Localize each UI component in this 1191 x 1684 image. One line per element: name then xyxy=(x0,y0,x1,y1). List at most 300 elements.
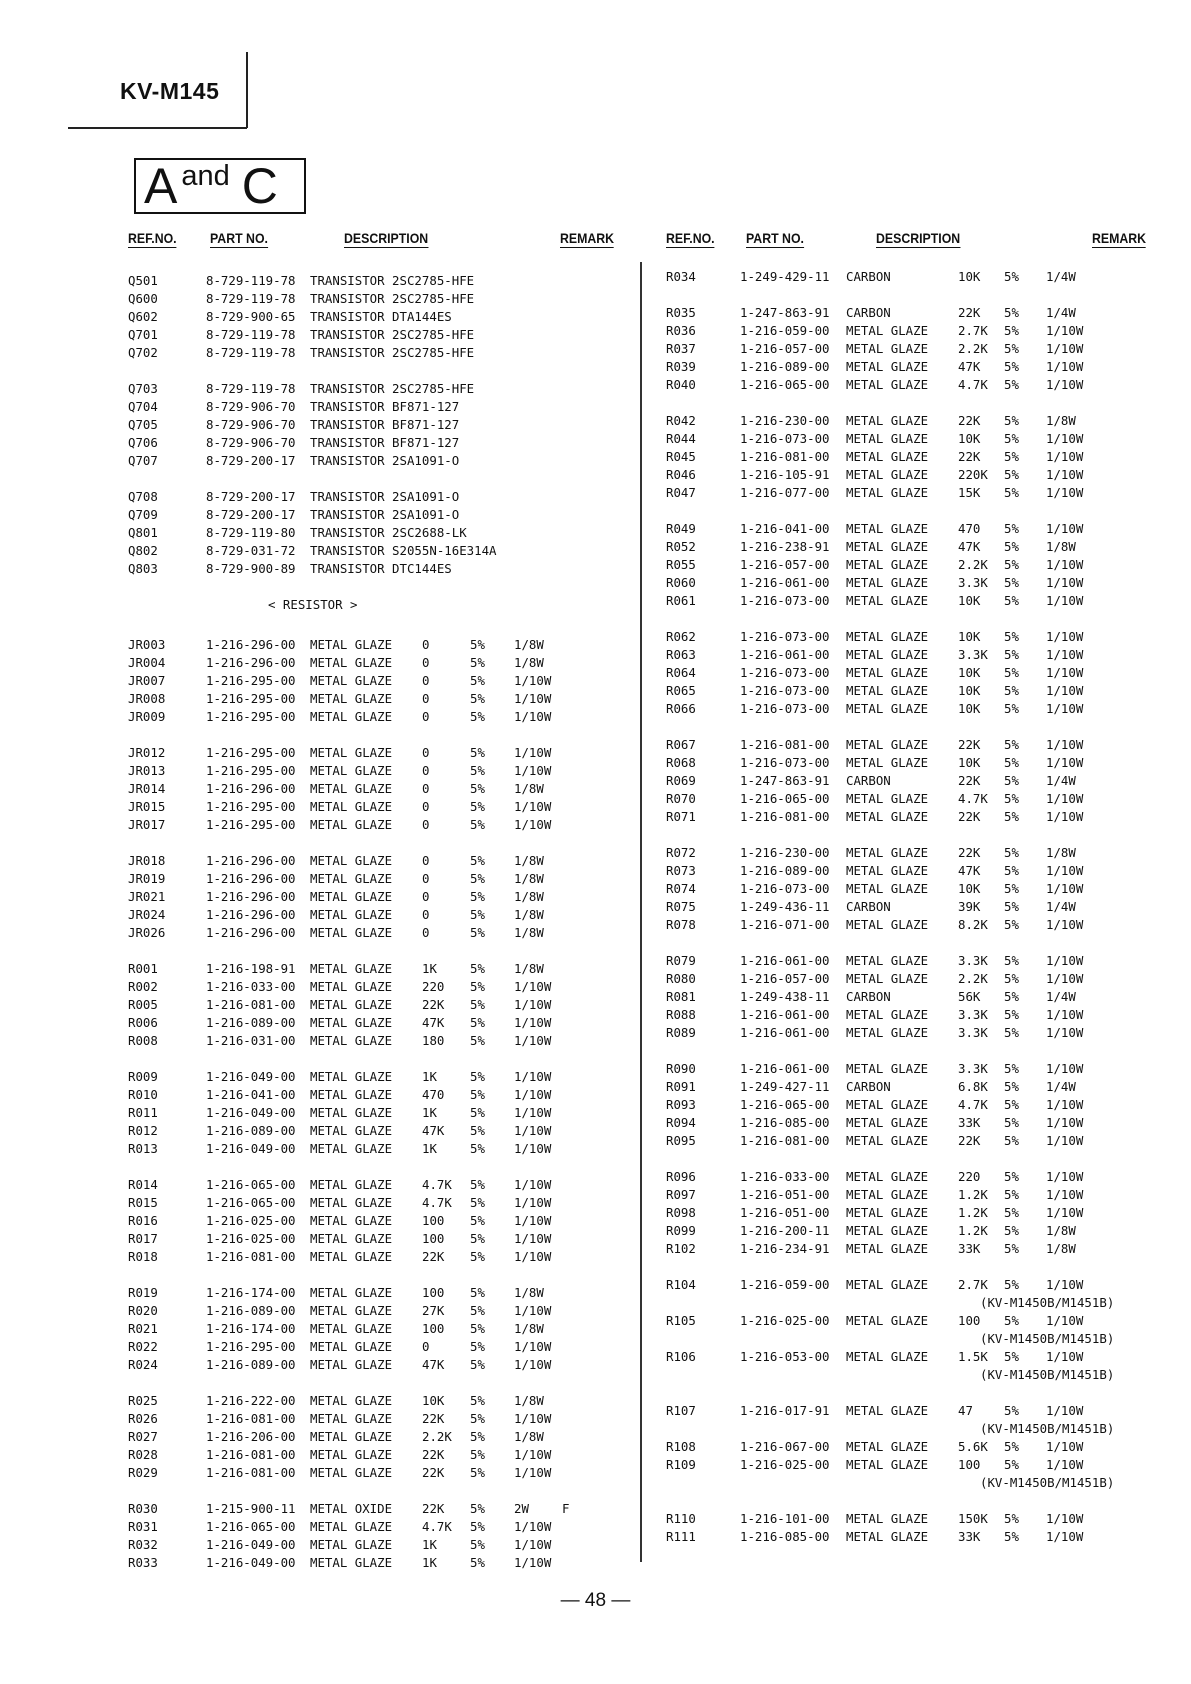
parts-group xyxy=(128,272,618,362)
parts-row xyxy=(658,664,1148,682)
parts-row xyxy=(658,1186,1148,1204)
cell-value: 0 xyxy=(422,871,430,886)
cell-part: 8-729-119-78 xyxy=(206,291,296,306)
cell-value: 6.8K xyxy=(958,1079,988,1094)
cell-ref: Q602 xyxy=(128,309,158,324)
cell-part: 8-729-119-78 xyxy=(206,381,296,396)
cell-desc: TRANSISTOR BF871-127 xyxy=(310,435,460,450)
cell-value: 470 xyxy=(422,1087,445,1102)
cell-ref: R073 xyxy=(666,863,696,878)
cell-desc: METAL GLAZE xyxy=(310,637,393,652)
cell-tol: 5% xyxy=(1004,791,1019,806)
cell-ref: JR019 xyxy=(128,871,166,886)
cell-watt: 1/10W xyxy=(1046,629,1084,644)
parts-column-left xyxy=(128,230,618,1590)
cell-ref: R040 xyxy=(666,377,696,392)
cell-ref: R026 xyxy=(128,1411,158,1426)
parts-row xyxy=(658,322,1148,340)
cell-tol: 5% xyxy=(1004,539,1019,554)
parts-group xyxy=(658,628,1148,718)
cell-ref: R013 xyxy=(128,1141,158,1156)
cell-watt: 1/10W xyxy=(1046,1169,1084,1184)
cell-tol: 5% xyxy=(1004,773,1019,788)
model-note-row xyxy=(658,1294,1148,1312)
parts-row xyxy=(658,1096,1148,1114)
cell-desc: METAL GLAZE xyxy=(846,1241,929,1256)
cell-value: 10K xyxy=(422,1393,445,1408)
parts-row xyxy=(128,1536,618,1554)
parts-row xyxy=(128,1068,618,1086)
cell-value: 33K xyxy=(958,1529,981,1544)
cell-tol: 5% xyxy=(1004,647,1019,662)
cell-desc: TRANSISTOR BF871-127 xyxy=(310,417,460,432)
cell-ref: R093 xyxy=(666,1097,696,1112)
cell-value: 180 xyxy=(422,1033,445,1048)
cell-part: 1-216-296-00 xyxy=(206,871,296,886)
cell-ref: R110 xyxy=(666,1511,696,1526)
cell-tol: 5% xyxy=(1004,557,1019,572)
parts-row xyxy=(128,434,618,452)
cell-desc: METAL GLAZE xyxy=(310,1555,393,1570)
cell-part: 1-216-065-00 xyxy=(206,1177,296,1192)
cell-ref: R024 xyxy=(128,1357,158,1372)
parts-group xyxy=(128,1068,618,1158)
parts-group xyxy=(128,1176,618,1266)
cell-tol: 5% xyxy=(1004,341,1019,356)
cell-tol: 5% xyxy=(1004,359,1019,374)
cell-ref: Q705 xyxy=(128,417,158,432)
parts-group xyxy=(658,1510,1148,1546)
cell-desc: METAL GLAZE xyxy=(846,881,929,896)
cell-value: 0 xyxy=(422,691,430,706)
cell-watt: 1/10W xyxy=(1046,1511,1084,1526)
cell-part: 1-216-059-00 xyxy=(740,1277,830,1292)
parts-row xyxy=(128,416,618,434)
cell-ref: R047 xyxy=(666,485,696,500)
cell-ref: Q707 xyxy=(128,453,158,468)
cell-desc: METAL GLAZE xyxy=(846,1439,929,1454)
cell-ref: R062 xyxy=(666,629,696,644)
cell-watt: 1/10W xyxy=(514,1465,552,1480)
cell-part: 1-216-234-91 xyxy=(740,1241,830,1256)
parts-row xyxy=(658,628,1148,646)
parts-row xyxy=(128,1104,618,1122)
cell-ref: R025 xyxy=(128,1393,158,1408)
cell-value: 3.3K xyxy=(958,953,988,968)
cell-ref: JR024 xyxy=(128,907,166,922)
cell-ref: R006 xyxy=(128,1015,158,1030)
cell-tol: 5% xyxy=(470,709,485,724)
cell-part: 1-216-296-00 xyxy=(206,907,296,922)
cell-part: 1-216-025-00 xyxy=(740,1457,830,1472)
cell-watt: 1/8W xyxy=(514,655,544,670)
parts-row xyxy=(658,844,1148,862)
cell-ref: Q801 xyxy=(128,525,158,540)
cell-desc: METAL GLAZE xyxy=(846,953,929,968)
cell-tol: 5% xyxy=(470,1015,485,1030)
cell-desc: METAL GLAZE xyxy=(310,1069,393,1084)
cell-desc: METAL GLAZE xyxy=(310,1231,393,1246)
cell-tol: 5% xyxy=(1004,899,1019,914)
cell-tol: 5% xyxy=(470,1411,485,1426)
cell-value: 39K xyxy=(958,899,981,914)
section-title-c: C xyxy=(241,158,278,214)
cell-watt: 1/10W xyxy=(514,1141,552,1156)
parts-group xyxy=(658,1060,1148,1150)
cell-watt: 1/10W xyxy=(514,691,552,706)
cell-desc: CARBON xyxy=(846,773,891,788)
cell-watt: 1/10W xyxy=(514,1231,552,1246)
cell-ref: R091 xyxy=(666,1079,696,1094)
resistor-subheading xyxy=(128,596,618,614)
cell-value: 0 xyxy=(422,853,430,868)
cell-tol: 5% xyxy=(1004,377,1019,392)
cell-part: 1-216-073-00 xyxy=(740,593,830,608)
header-description: DESCRIPTION xyxy=(876,230,961,246)
parts-row xyxy=(658,790,1148,808)
cell-value: 1K xyxy=(422,1105,437,1120)
parts-row xyxy=(128,488,618,506)
cell-ref: R035 xyxy=(666,305,696,320)
cell-part: 1-216-065-00 xyxy=(740,791,830,806)
cell-value: 1K xyxy=(422,1069,437,1084)
cell-ref: R098 xyxy=(666,1205,696,1220)
parts-row xyxy=(128,1248,618,1266)
cell-value: 22K xyxy=(958,449,981,464)
cell-ref: R090 xyxy=(666,1061,696,1076)
parts-row xyxy=(658,862,1148,880)
cell-ref: JR015 xyxy=(128,799,166,814)
cell-value: 22K xyxy=(422,1501,445,1516)
cell-watt: 1/10W xyxy=(1046,665,1084,680)
cell-ref: R046 xyxy=(666,467,696,482)
cell-value: 0 xyxy=(422,1339,430,1354)
parts-row xyxy=(128,960,618,978)
cell-watt: 1/10W xyxy=(1046,1349,1084,1364)
cell-tol: 5% xyxy=(1004,917,1019,932)
cell-tol: 5% xyxy=(1004,323,1019,338)
parts-row xyxy=(658,898,1148,916)
cell-part: 1-216-296-00 xyxy=(206,925,296,940)
cell-ref: JR014 xyxy=(128,781,166,796)
section-title-and: and xyxy=(181,160,230,192)
cell-watt: 1/10W xyxy=(1046,1187,1084,1202)
cell-value: 100 xyxy=(958,1313,981,1328)
cell-watt: 1/10W xyxy=(514,1339,552,1354)
cell-desc: METAL GLAZE xyxy=(310,1393,393,1408)
cell-ref: R033 xyxy=(128,1555,158,1570)
cell-ref: R044 xyxy=(666,431,696,446)
cell-value: 10K xyxy=(958,665,981,680)
cell-ref: R108 xyxy=(666,1439,696,1454)
cell-watt: 1/8W xyxy=(514,889,544,904)
cell-ref: R066 xyxy=(666,701,696,716)
cell-ref: R037 xyxy=(666,341,696,356)
cell-part: 1-216-073-00 xyxy=(740,629,830,644)
cell-value: 0 xyxy=(422,745,430,760)
cell-ref: R011 xyxy=(128,1105,158,1120)
cell-watt: 1/10W xyxy=(1046,701,1084,716)
cell-part: 1-216-089-00 xyxy=(740,359,830,374)
cell-part: 1-216-295-00 xyxy=(206,763,296,778)
cell-desc: METAL GLAZE xyxy=(846,557,929,572)
cell-desc: METAL GLAZE xyxy=(310,1303,393,1318)
cell-tol: 5% xyxy=(470,763,485,778)
cell-part: 1-216-049-00 xyxy=(206,1069,296,1084)
cell-part: 1-216-073-00 xyxy=(740,701,830,716)
cell-ref: R067 xyxy=(666,737,696,752)
cell-part: 1-216-089-00 xyxy=(206,1015,296,1030)
cell-desc: METAL OXIDE xyxy=(310,1501,393,1516)
cell-ref: R069 xyxy=(666,773,696,788)
cell-tol: 5% xyxy=(1004,971,1019,986)
resistor-list-left xyxy=(128,636,618,1572)
cell-desc: TRANSISTOR 2SA1091-O xyxy=(310,489,460,504)
parts-row xyxy=(658,808,1148,826)
cell-watt: 1/10W xyxy=(1046,1007,1084,1022)
cell-desc: TRANSISTOR 2SC2785-HFE xyxy=(310,327,475,342)
cell-ref: R045 xyxy=(666,449,696,464)
cell-tol: 5% xyxy=(470,889,485,904)
cell-watt: 1/10W xyxy=(1046,485,1084,500)
cell-ref: Q708 xyxy=(128,489,158,504)
cell-part: 1-216-049-00 xyxy=(206,1537,296,1552)
parts-row xyxy=(128,978,618,996)
cell-desc: METAL GLAZE xyxy=(310,1537,393,1552)
cell-desc: METAL GLAZE xyxy=(310,1015,393,1030)
cell-value: 22K xyxy=(422,1447,445,1462)
cell-desc: TRANSISTOR 2SC2785-HFE xyxy=(310,273,475,288)
cell-ref: R012 xyxy=(128,1123,158,1138)
parts-row xyxy=(128,1122,618,1140)
cell-part: 1-216-061-00 xyxy=(740,647,830,662)
model-note: (KV-M1450B/M1451B) xyxy=(980,1421,1115,1436)
cell-tol: 5% xyxy=(1004,413,1019,428)
parts-row xyxy=(658,574,1148,592)
parts-row xyxy=(128,1194,618,1212)
cell-ref: R014 xyxy=(128,1177,158,1192)
cell-watt: 1/10W xyxy=(1046,1439,1084,1454)
cell-value: 10K xyxy=(958,701,981,716)
cell-desc: METAL GLAZE xyxy=(310,1213,393,1228)
page-number: — 48 — xyxy=(560,1590,631,1611)
cell-part: 1-216-174-00 xyxy=(206,1321,296,1336)
cell-part: 1-216-295-00 xyxy=(206,673,296,688)
cell-watt: 1/10W xyxy=(1046,377,1084,392)
cell-desc: TRANSISTOR BF871-127 xyxy=(310,399,460,414)
cell-watt: 1/10W xyxy=(1046,1313,1084,1328)
parts-row xyxy=(128,524,618,542)
cell-value: 47K xyxy=(422,1357,445,1372)
cell-ref: R042 xyxy=(666,413,696,428)
cell-part: 1-216-081-00 xyxy=(740,737,830,752)
cell-tol: 5% xyxy=(1004,1187,1019,1202)
cell-desc: METAL GLAZE xyxy=(846,323,929,338)
header-ref-no: REF.NO. xyxy=(666,230,715,246)
cell-ref: R005 xyxy=(128,997,158,1012)
parts-group xyxy=(658,304,1148,394)
cell-desc: METAL GLAZE xyxy=(310,655,393,670)
cell-part: 8-729-906-70 xyxy=(206,435,296,450)
cell-watt: 1/8W xyxy=(1046,413,1076,428)
cell-part: 1-216-059-00 xyxy=(740,323,830,338)
cell-part: 1-216-025-00 xyxy=(206,1231,296,1246)
cell-watt: 1/10W xyxy=(1046,323,1084,338)
cell-part: 1-216-230-00 xyxy=(740,845,830,860)
cell-ref: JR013 xyxy=(128,763,166,778)
cell-watt: 1/8W xyxy=(514,907,544,922)
cell-tol: 5% xyxy=(1004,1079,1019,1094)
cell-part: 1-216-081-00 xyxy=(740,449,830,464)
cell-watt: 1/10W xyxy=(1046,521,1084,536)
parts-row xyxy=(658,736,1148,754)
cell-desc: METAL GLAZE xyxy=(310,1033,393,1048)
cell-tol: 5% xyxy=(1004,485,1019,500)
parts-row xyxy=(128,924,618,942)
cell-desc: METAL GLAZE xyxy=(846,1187,929,1202)
cell-value: 22K xyxy=(958,1133,981,1148)
cell-tol: 5% xyxy=(470,961,485,976)
cell-ref: R052 xyxy=(666,539,696,554)
cell-ref: R065 xyxy=(666,683,696,698)
cell-value: 56K xyxy=(958,989,981,1004)
cell-watt: 1/10W xyxy=(514,1411,552,1426)
parts-column-right xyxy=(658,230,1148,1564)
cell-desc: METAL GLAZE xyxy=(846,449,929,464)
cell-tol: 5% xyxy=(1004,1529,1019,1544)
cell-ref: JR021 xyxy=(128,889,166,904)
cell-tol: 5% xyxy=(1004,809,1019,824)
cell-part: 1-216-065-00 xyxy=(740,377,830,392)
cell-value: 47 xyxy=(958,1403,973,1418)
cell-value: 22K xyxy=(958,773,981,788)
cell-part: 1-216-081-00 xyxy=(206,997,296,1012)
model-note: (KV-M1450B/M1451B) xyxy=(980,1295,1115,1310)
cell-ref: R102 xyxy=(666,1241,696,1256)
cell-ref: R111 xyxy=(666,1529,696,1544)
cell-ref: R080 xyxy=(666,971,696,986)
column-header xyxy=(128,230,618,256)
cell-tol: 5% xyxy=(470,1555,485,1570)
parts-row xyxy=(128,1230,618,1248)
resistor-heading: < RESISTOR > xyxy=(268,597,358,612)
cell-ref: R064 xyxy=(666,665,696,680)
cell-value: 100 xyxy=(422,1285,445,1300)
cell-watt: 1/10W xyxy=(1046,917,1084,932)
cell-desc: TRANSISTOR DTC144ES xyxy=(310,561,452,576)
parts-row xyxy=(128,1464,618,1482)
cell-watt: 1/10W xyxy=(514,799,552,814)
cell-ref: R001 xyxy=(128,961,158,976)
cell-ref: R070 xyxy=(666,791,696,806)
cell-desc: METAL GLAZE xyxy=(846,1169,929,1184)
cell-watt: 1/10W xyxy=(1046,1115,1084,1130)
cell-value: 100 xyxy=(422,1321,445,1336)
cell-ref: R010 xyxy=(128,1087,158,1102)
cell-part: 1-216-295-00 xyxy=(206,745,296,760)
cell-ref: R105 xyxy=(666,1313,696,1328)
cell-desc: METAL GLAZE xyxy=(310,907,393,922)
parts-row xyxy=(128,272,618,290)
cell-watt: 1/4W xyxy=(1046,989,1076,1004)
cell-desc: METAL GLAZE xyxy=(310,1123,393,1138)
parts-row xyxy=(128,906,618,924)
header-ref-no: REF.NO. xyxy=(128,230,177,246)
header-part-no: PART NO. xyxy=(746,230,804,246)
cell-value: 1K xyxy=(422,961,437,976)
cell-watt: 1/8W xyxy=(1046,845,1076,860)
parts-row xyxy=(658,1204,1148,1222)
model-note-row xyxy=(658,1330,1148,1348)
parts-row xyxy=(658,412,1148,430)
cell-tol: 5% xyxy=(470,1303,485,1318)
cell-watt: 1/10W xyxy=(514,1555,552,1570)
cell-ref: Q802 xyxy=(128,543,158,558)
cell-value: 5.6K xyxy=(958,1439,988,1454)
cell-tol: 5% xyxy=(1004,629,1019,644)
parts-row xyxy=(128,308,618,326)
cell-part: 1-216-174-00 xyxy=(206,1285,296,1300)
cell-ref: R079 xyxy=(666,953,696,968)
cell-watt: 1/10W xyxy=(514,709,552,724)
column-header xyxy=(658,230,1148,256)
cell-desc: TRANSISTOR 2SC2785-HFE xyxy=(310,381,475,396)
cell-value: 0 xyxy=(422,925,430,940)
cell-ref: Q703 xyxy=(128,381,158,396)
cell-tol: 5% xyxy=(470,817,485,832)
parts-row xyxy=(128,654,618,672)
cell-ref: R034 xyxy=(666,269,696,284)
cell-desc: METAL GLAZE xyxy=(846,521,929,536)
cell-tol: 5% xyxy=(470,1321,485,1336)
cell-value: 220K xyxy=(958,467,988,482)
header-remark: REMARK xyxy=(560,230,615,246)
header-part-no: PART NO. xyxy=(210,230,268,246)
cell-part: 1-216-057-00 xyxy=(740,971,830,986)
cell-tol: 5% xyxy=(470,1105,485,1120)
cell-watt: 1/10W xyxy=(1046,575,1084,590)
parts-row xyxy=(128,1320,618,1338)
cell-ref: R068 xyxy=(666,755,696,770)
cell-value: 220 xyxy=(422,979,445,994)
cell-part: 1-216-101-00 xyxy=(740,1511,830,1526)
parts-row xyxy=(658,1240,1148,1258)
cell-value: 0 xyxy=(422,799,430,814)
cell-desc: METAL GLAZE xyxy=(310,781,393,796)
cell-value: 470 xyxy=(958,521,981,536)
cell-desc: METAL GLAZE xyxy=(310,1249,393,1264)
parts-row xyxy=(128,290,618,308)
model-title: KV-M145 xyxy=(120,78,220,104)
cell-part: 1-216-051-00 xyxy=(740,1187,830,1202)
cell-value: 4.7K xyxy=(958,1097,988,1112)
parts-row xyxy=(128,1302,618,1320)
cell-tol: 5% xyxy=(470,781,485,796)
parts-group xyxy=(658,1276,1148,1384)
cell-part: 1-216-073-00 xyxy=(740,683,830,698)
parts-row xyxy=(128,762,618,780)
cell-desc: METAL GLAZE xyxy=(310,1105,393,1120)
cell-tol: 5% xyxy=(1004,1511,1019,1526)
cell-desc: METAL GLAZE xyxy=(846,431,929,446)
cell-value: 22K xyxy=(958,809,981,824)
parts-row xyxy=(128,1086,618,1104)
parts-group xyxy=(128,1500,618,1572)
cell-tol: 5% xyxy=(1004,1223,1019,1238)
cell-value: 100 xyxy=(958,1457,981,1472)
cell-tol: 5% xyxy=(1004,431,1019,446)
cell-value: 22K xyxy=(958,413,981,428)
